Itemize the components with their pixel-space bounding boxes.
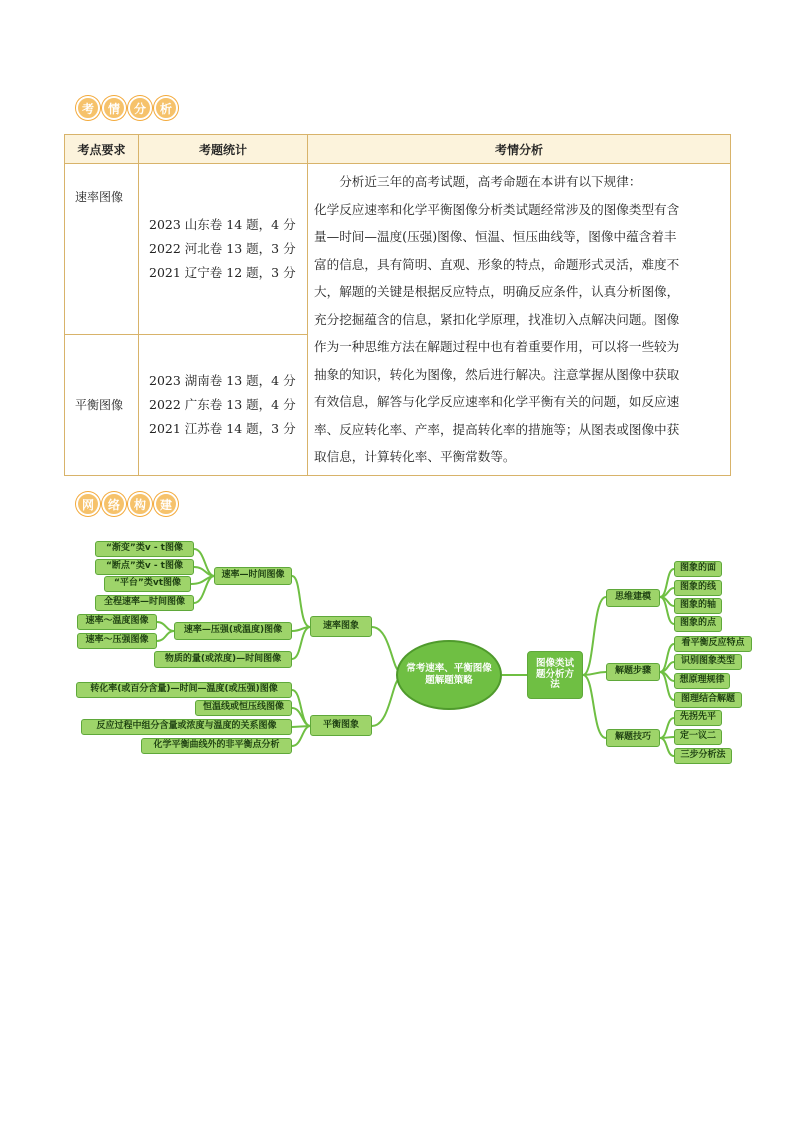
node-balance-image: 平衡图象 <box>310 715 372 736</box>
header-statistics: 考题统计 <box>139 135 308 164</box>
analysis-line: 大，解题的关键是根据反应特点，明确反应条件，认真分析图像， <box>314 284 680 299</box>
analysis-line: 富的信息，具有简明、直观、形象的特点，命题形式灵活，难度不 <box>314 256 680 272</box>
analysis-line: 充分挖掘蕴含的信息，紧扣化学原理，找准切入点解决问题。图像 <box>314 311 680 327</box>
topic-rate: 速率图像 <box>65 164 139 335</box>
analysis-line: 量—时间—温度(压强)图像、恒温、恒压曲线等，图像中蕴含着丰 <box>314 229 677 244</box>
topic-balance: 平衡图像 <box>65 335 139 475</box>
leaf-image-line: 图象的线 <box>674 580 722 596</box>
leaf-breakpoint-vt: “断点”类v - t图像 <box>95 559 194 575</box>
badge-char: 析 <box>154 96 178 120</box>
badge-char: 考 <box>76 96 100 120</box>
section-badge-network <box>76 492 178 516</box>
badge-char: 建 <box>154 492 178 516</box>
analysis-line: 率、反应转化率、产率，提高转化率的措施等；从图表或图像中获 <box>314 421 680 437</box>
leaf-image-axis: 图象的轴 <box>674 598 722 614</box>
badge-char: 络 <box>102 492 126 516</box>
stat-line: 2021 江苏卷 14 题，3 分 <box>149 420 296 436</box>
badge-char: 分 <box>128 96 152 120</box>
analysis-line: 分析近三年的高考试题，高考命题在本讲有以下规律： <box>314 174 642 189</box>
badge-char: 构 <box>128 492 152 516</box>
node-analysis-method: 图像类试题分析方法 <box>527 651 583 699</box>
analysis-line: 抽象的知识，转化为图像，然后进行解决。注意掌握从图像中获取 <box>314 366 680 382</box>
badge-char: 情 <box>102 96 126 120</box>
analysis-line: 取信息，计算转化率、平衡常数等。 <box>314 449 516 464</box>
leaf-think-principle: 想原理规律 <box>674 673 730 689</box>
section-badge-exam-analysis <box>76 96 178 120</box>
leaf-image-surface: 图象的面 <box>674 561 722 577</box>
leaf-conversion-time-temp: 转化率(或百分含量)—时间—温度(或压强)图像 <box>76 682 292 698</box>
badge-char: 网 <box>76 492 100 516</box>
leaf-three-step: 三步分析法 <box>674 748 732 764</box>
leaf-reaction-features: 看平衡反应特点 <box>674 636 752 652</box>
leaf-rate-pressure: 速率～压强图像 <box>77 633 157 649</box>
node-amount-time: 物质的量(或浓度)—时间图像 <box>154 651 292 668</box>
node-rate-image: 速率图象 <box>310 616 372 637</box>
leaf-rate-temperature: 速率～温度图像 <box>77 614 157 630</box>
leaf-image-point: 图象的点 <box>674 616 722 632</box>
analysis-text <box>308 164 731 476</box>
stat-line: 2022 广东卷 13 题，4 分 <box>149 396 296 412</box>
leaf-platform-vt: “平台”类vt图像 <box>104 576 191 592</box>
table-header-row <box>65 135 731 164</box>
leaf-isotherm-isobar: 恒温线或恒压线图像 <box>195 700 292 716</box>
node-rate-pressure: 速率—压强(或温度)图像 <box>174 622 292 640</box>
node-solving-steps: 解题步骤 <box>606 663 660 681</box>
stats-rate <box>139 164 308 335</box>
analysis-line: 有效信息，解答与化学反应速率和化学平衡有关的问题，如反应速 <box>314 394 680 409</box>
node-rate-time: 速率—时间图像 <box>214 567 292 585</box>
stats-balance <box>139 335 308 475</box>
stat-line: 2022 河北卷 13 题，3 分 <box>149 241 296 257</box>
table-row <box>65 164 731 335</box>
leaf-identify-type: 识别图象类型 <box>674 654 742 670</box>
header-analysis: 考情分析 <box>308 135 731 164</box>
leaf-full-rate-time: 全程速率—时间图像 <box>95 595 194 611</box>
leaf-gradual-vt: “渐变”类v - t图像 <box>95 541 194 557</box>
node-thinking-model: 思维建模 <box>606 589 660 607</box>
leaf-nonequilibrium-point: 化学平衡曲线外的非平衡点分析 <box>141 738 292 754</box>
stat-line: 2021 辽宁卷 12 题，3 分 <box>149 265 296 281</box>
mindmap-center: 常考速率、平衡图像题解题策略 <box>396 640 502 710</box>
stat-line: 2023 山东卷 14 题，4 分 <box>149 217 296 233</box>
leaf-combine-solve: 图理结合解题 <box>674 692 742 708</box>
exam-analysis-table <box>64 134 731 476</box>
node-solving-skills: 解题技巧 <box>606 729 660 747</box>
leaf-first-turn-first-flat: 先拐先平 <box>674 710 722 726</box>
leaf-content-temperature: 反应过程中组分含量或浓度与温度的关系图像 <box>81 719 292 735</box>
stat-line: 2023 湖南卷 13 题，4 分 <box>149 372 296 388</box>
leaf-fix-one-discuss-two: 定一议二 <box>674 729 722 745</box>
header-requirement: 考点要求 <box>65 135 139 164</box>
analysis-line: 作为一种思维方法在解题过程中也有着重要作用，可以将一些较为 <box>314 339 680 354</box>
analysis-line: 化学反应速率和化学平衡图像分析类试题经常涉及的图像类型有含 <box>314 201 680 217</box>
